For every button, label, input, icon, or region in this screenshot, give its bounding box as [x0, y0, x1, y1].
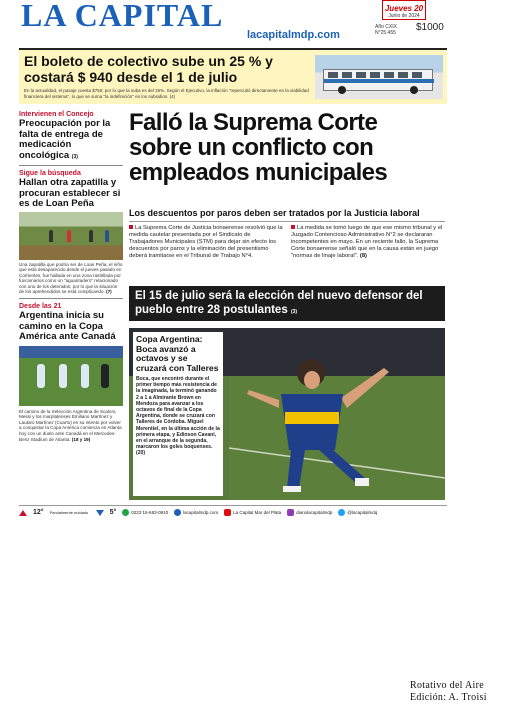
- temperature-up-icon: [19, 510, 27, 516]
- instagram-link[interactable]: diariolacapitalmdp: [287, 509, 332, 516]
- lead-deck: Los descuentos por paros deben ser tratados por la Justicia laboral: [129, 208, 420, 218]
- ombudsman-story-box[interactable]: El 15 de julio será la elección del nuevo defensor del pueblo entre 28 postulantes (3): [129, 286, 445, 321]
- divider: [129, 221, 445, 222]
- youtube-icon: [224, 509, 231, 516]
- masthead: [17, 0, 447, 44]
- twitter-icon: [338, 509, 345, 516]
- temp-max: 12°: [33, 509, 44, 516]
- story-headline[interactable]: Hallan otra zapatilla y procuran establecer si es de Loan Peña: [19, 177, 121, 209]
- year-line: Año CXIX: [375, 24, 397, 30]
- box-headline[interactable]: El 15 de julio será la elección del nuevo defensor del pueblo entre 28 postulantes: [135, 290, 423, 316]
- top-banner-story[interactable]: [19, 48, 447, 104]
- issue-weekday: Jueves 20: [384, 4, 424, 13]
- youtube-link[interactable]: La Capital Mar del Plata: [224, 509, 281, 516]
- weather-desc: Parcialmente nublado: [49, 510, 89, 515]
- issue-price: $1000: [416, 22, 444, 33]
- newspaper-front-page: [17, 0, 447, 520]
- newspaper-logo[interactable]: LA CAPITAL: [21, 0, 224, 33]
- lead-body: [129, 225, 445, 260]
- divider: [19, 298, 123, 299]
- argentina-team-photo: [19, 346, 123, 406]
- main-column: [127, 110, 447, 505]
- story-kicker: Desde las 21: [19, 303, 62, 311]
- feature-body: Boca, que encontró durante el primer tiempo más resistencia de la imaginada, la terminó ganando 2 a 1 a Almirante Brown en Mendoza para avanzar a los octavos de final de la Copa Argentina, donde se cruzará con Talleres de Córdoba. Miguel Merentiel, en la última acción de la primera etapa, y Edinson Cavani, en el arranque de la segunda, marcaron los goles boquenses. (20): [136, 376, 220, 457]
- story-medication[interactable]: [19, 110, 123, 162]
- facebook-icon: [174, 509, 181, 516]
- story-kicker: Sigue la búsqueda: [19, 170, 81, 177]
- bus-icon: [323, 69, 433, 91]
- divider: [19, 165, 123, 166]
- issue-info: [362, 0, 447, 44]
- feature-headline[interactable]: Copa Argentina: Boca avanzó a octavos y se cruzará con Talleres: [136, 334, 219, 373]
- bus-photo: [315, 55, 443, 99]
- story-loan-pena[interactable]: [19, 169, 123, 295]
- bullet-square-icon: [291, 225, 295, 229]
- lead-body-col1: La Suprema Corte de Justicia bonaerense resolvió que la medida cautelar presentada por el Sindicato de Trabajadores Municipales (STM) para dejar sin efecto los descuentos por paros y la eliminación del presentismo deberá tramitarse en el Tribunal de Trabajo N°4.: [129, 225, 283, 259]
- feature-card: [133, 332, 223, 496]
- temperature-down-icon: [96, 510, 104, 516]
- twitter-link[interactable]: @lacapitalmdq: [338, 509, 377, 516]
- story-copa-america[interactable]: [19, 302, 123, 442]
- date-box: [382, 0, 426, 20]
- issue-number: N°25.455: [375, 30, 396, 36]
- story-body: Una zapatilla que podría ser de Loan Peña, el niño que está desaparecido desde el jueves pasado en Corrientes, fue hallada en una zona rastrillada por funcionarios como un "aguantadero" relacionado con uno de los detenidos, por lo que la situación de los aprehendidos se está complicando. (7): [19, 261, 123, 295]
- banner-headline[interactable]: El boleto de colectivo sube un 25 % y costará $ 940 desde el 1 de julio: [24, 53, 273, 85]
- issue-year: [375, 24, 405, 36]
- story-headline[interactable]: Preocupación por la falta de entrega de medicación oncológica (3): [19, 118, 111, 161]
- website-url[interactable]: lacapitalmdp.com: [247, 29, 340, 41]
- lead-headline[interactable]: Falló la Suprema Corte sobre un conflicto con empleados municipales: [129, 109, 388, 186]
- temp-min: 5°: [109, 509, 117, 516]
- lead-body-col2: La medida se tomó luego de que ese mismo tribunal y el Juzgado Contencioso Administrativo N°2 se declararan incompetentes en mayo. En un reciente fallo, la Suprema Corte bonaerense señaló que en la causa están en juego "normas de linaje laboral". (8): [291, 225, 443, 259]
- boca-feature[interactable]: [129, 328, 445, 500]
- footer-strip: [19, 505, 447, 519]
- whatsapp-icon: [122, 509, 129, 516]
- broadcast-credit: [410, 680, 487, 704]
- whatsapp-contact[interactable]: 0223 15-683-0910: [122, 509, 168, 516]
- instagram-icon: [287, 509, 294, 516]
- credit-program: Rotativo del Aire: [410, 680, 484, 691]
- facebook-link[interactable]: lacapitalmdp.com: [174, 509, 218, 516]
- left-column: [19, 110, 123, 505]
- story-headline[interactable]: Argentina inicia su camino en la Copa América ante Canadá: [19, 310, 116, 343]
- credit-editor: Edición: A. Troisi: [410, 692, 487, 703]
- bullet-square-icon: [129, 225, 133, 229]
- banner-summary: En la actualidad, el pasaje cuesta $750; por lo que la suba es del 25%. Según el Ejecutivo, la inflación "repercutió directamente en la viabilidad financiera del sistema", lo que se suma "la indefinición" en los subsidios. (4): [24, 88, 309, 99]
- story-kicker: Intervienen el Concejo: [19, 111, 94, 118]
- issue-month: Junio de 2024: [388, 13, 420, 19]
- story-body: El camino de la Selección Argentina de Scaloni, Messi y los marplatenses Emiliano Martínez y Lautaro Martínez (Cuarto) en su intento por volver a conquistar la Copa América comienza en Atlanta hoy con un duelo ante Canadá en el Mercedes-Benz Stadium de Atlanta. (18 y 19): [19, 408, 122, 442]
- search-field-photo: [19, 212, 123, 260]
